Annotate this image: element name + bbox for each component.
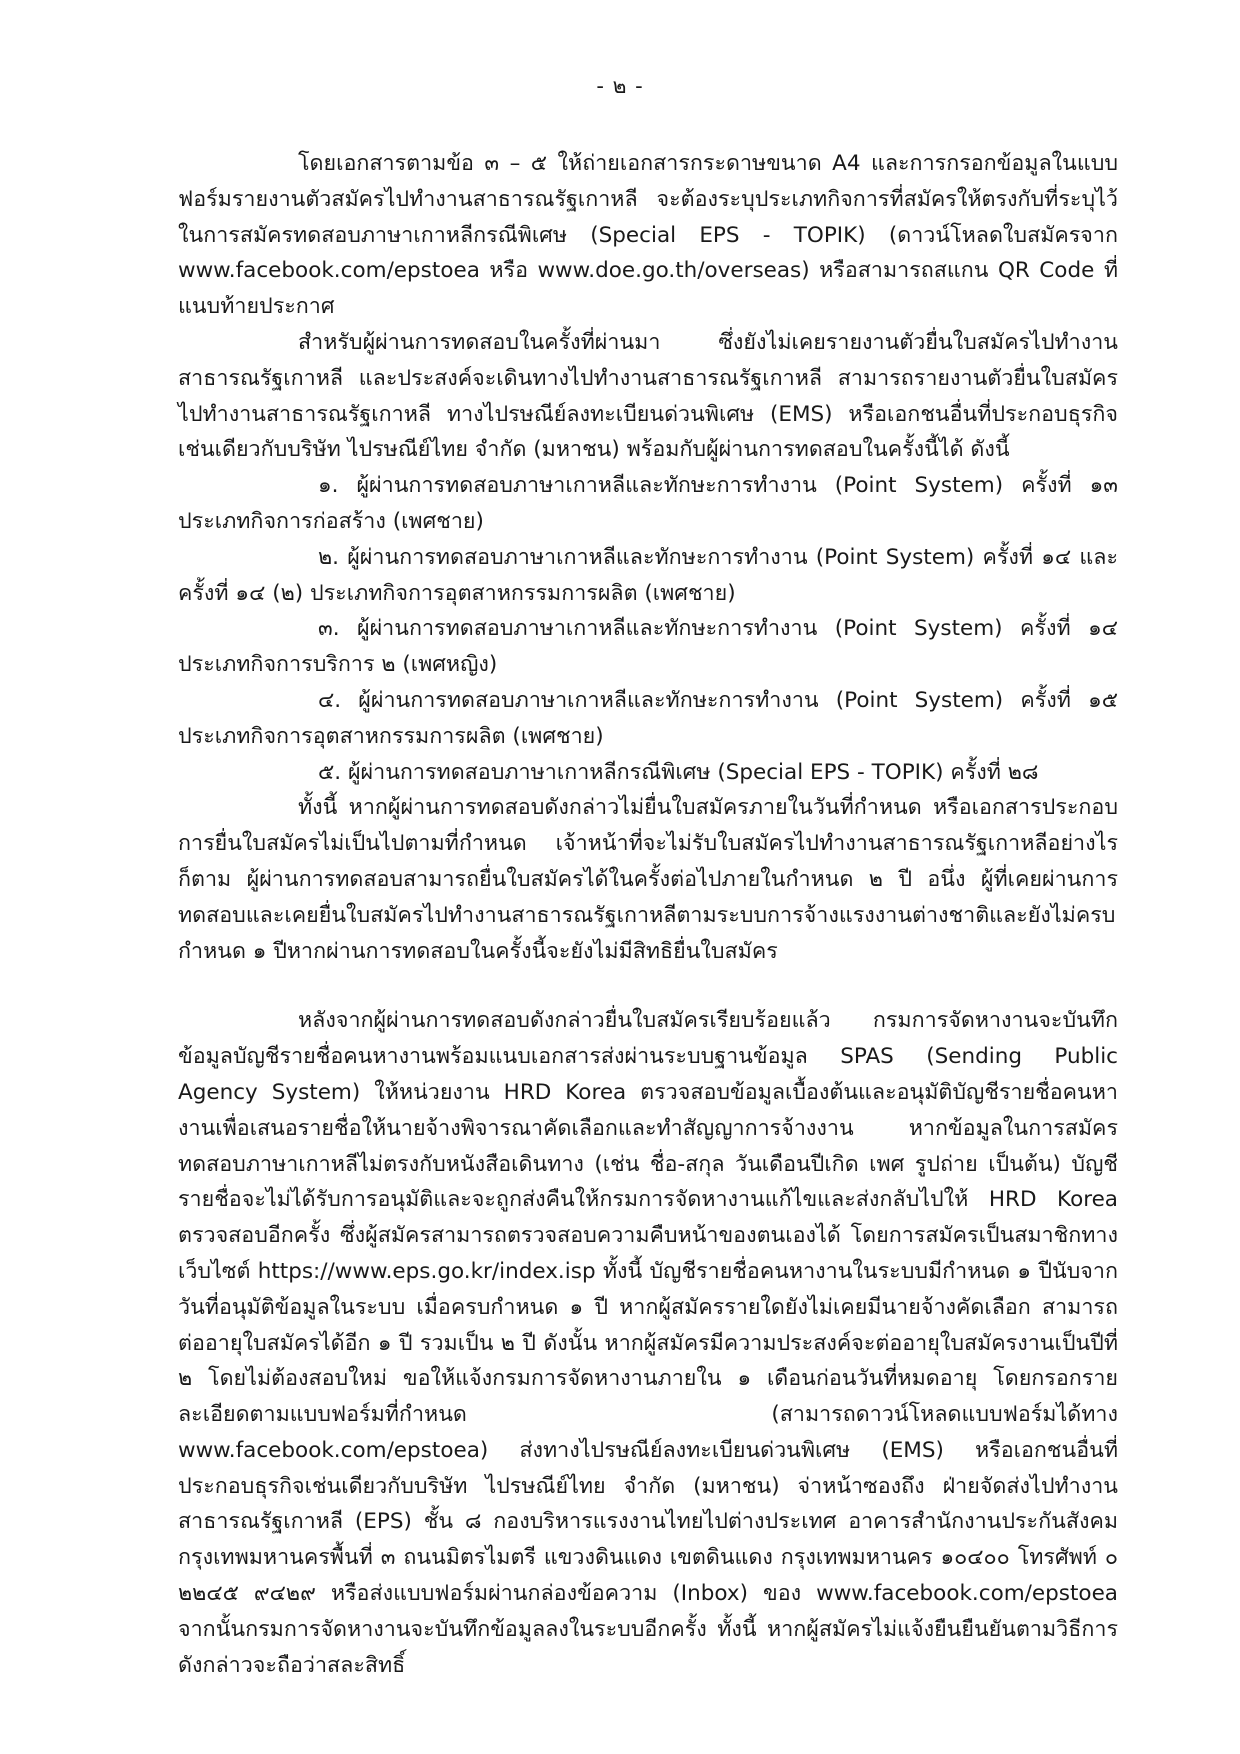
list-item: ๒. ผู้ผ่านการทดสอบภาษาเกาหลีและทักษะการทำงาน (Point System) ครั้งที่ ๑๔ และครั้งที่ ๑๔ (๒) ประเภทกิจการอุตสาหกรรมการผลิต (เพศชาย) (178, 544, 1118, 606)
list-item: ๕. ผู้ผ่านการทดสอบภาษาเกาหลีกรณีพิเศษ (Special EPS - TOPIK) ครั้งที่ ๒๘ (318, 759, 1039, 785)
paragraph-registration-process: หลังจากผู้ผ่านการทดสอบดังกล่าวยื่นใบสมัครเรียบร้อยแล้ว กรมการจัดหางานจะบันทึกข้อมูลบัญชีรายชื่อคนหางานพร้อมแนบเอกสารส่งผ่านระบบฐานข้อมูล SPAS (Sending Public Agency System) ให้หน่วยงาน HRD Korea ตรวจสอบข้อมูลเบื้องต้นและอนุมัติบัญชีรายชื่อคนหางานเพื่อเสนอรายชื่อให้นายจ้างพิจารณาคัดเลือกและทำสัญญาการจ้างงาน หากข้อมูลในการสมัครทดสอบภาษาเกาหลีไม่ตรงกับหนังสือเดินทาง (เช่น ชื่อ-สกุล วันเดือนปีเกิด เพศ รูปถ่าย เป็นต้น) บัญชีรายชื่อจะไม่ได้รับการอนุมัติและจะถูกส่งคืนให้กรมการจัดหางานแก้ไขและส่งกลับไปให้ HRD Korea ตรวจสอบอีกครั้ง ซึ่งผู้สมัครสามารถตรวจสอบความคืบหน้าของตนเองได้ โดยการสมัครเป็นสมาชิกทางเว็บไซต์ https://www.eps.go.kr/index.isp ทั้งนี้ บัญชีรายชื่อคนหางานในระบบมีกำหนด ๑ ปีนับจากวันที่อนุมัติข้อมูลในระบบ เมื่อครบกำหนด ๑ ปี หากผู้สมัครรายใดยังไม่เคยมีนายจ้างคัดเลือก สามารถต่ออายุใบสมัครได้อีก ๑ ปี รวมเป็น ๒ ปี ดังนั้น หากผู้สมัครมีความประสงค์จะต่ออายุใบสมัครงานเป็นปีที่ ๒ โดยไม่ต้องสอบใหม่ ขอให้แจ้งกรมการจัดหางานภายใน ๑ เดือนก่อนวันที่หมดอายุ โดยกรอกรายละเอียดตามแบบฟอร์มที่กำหนด (สามารถดาวน์โหลดแบบฟอร์มได้ทาง www.facebook.com/epstoea) ส่งทางไปรษณีย์ลงทะเบียนด่วนพิเศษ (EMS) หรือเอกชนอื่นที่ประกอบธุรกิจเช่นเดียวกับบริษัท ไปรษณีย์ไทย จำกัด (มหาชน) จ่าหน้าซองถึง ฝ่ายจัดส่งไปทำงานสาธารณรัฐเกาหลี (EPS) ชั้น ๘ กองบริหารแรงงานไทยไปต่างประเทศ อาคารสำนักงานประกันสังคมกรุงเทพมหานครพื้นที่ ๓ ถนนมิตรไมตรี แขวงดินแดง เขตดินแดง กรุงเทพมหานคร ๑๐๔๐๐ โทรศัพท์ ๐ ๒๒๔๕ ๙๔๒๙ หรือส่งแบบฟอร์มผ่านกล่องข้อความ (Inbox) ของ www.facebook.com/epstoea จากนั้นกรมการจัดหางานจะบันทึกข้อมูลลงในระบบอีกครั้ง ทั้งนี้ หากผู้สมัครไม่แจ้งยืนยืนยันตามวิธีการดังกล่าวจะถือว่าสละสิทธิ์ (178, 1008, 1118, 1678)
page-number: - ๒ - (596, 74, 644, 98)
list-item: ๑. ผู้ผ่านการทดสอบภาษาเกาหลีและทักษะการทำงาน (Point System) ครั้งที่ ๑๓ ประเภทกิจการก่อสร้าง (เพศชาย) (178, 473, 1118, 534)
list-item: ๔. ผู้ผ่านการทดสอบภาษาเกาหลีและทักษะการทำงาน (Point System) ครั้งที่ ๑๕ ประเภทกิจการอุตสาหกรรมการผลิต (เพศชาย) (178, 687, 1118, 749)
paragraph-conditions: ทั้งนี้ หากผู้ผ่านการทดสอบดังกล่าวไม่ยื่นใบสมัครภายในวันที่กำหนด หรือเอกสารประกอบการยื่นใบสมัครไม่เป็นไปตามที่กำหนด เจ้าหน้าที่จะไม่รับใบสมัครไปทำงานสาธารณรัฐเกาหลีอย่างไรก็ตาม ผู้ผ่านการทดสอบสามารถยื่นใบสมัครได้ในครั้งต่อไปภายในกำหนด ๒ ปี อนึ่ง ผู้ที่เคยผ่านการทดสอบและเคยยื่นใบสมัครไปทำงานสาธารณรัฐเกาหลีตามระบบการจ้างแรงงานต่างชาติและยังไม่ครบกำหนด ๑ ปีหากผ่านการทดสอบในครั้งนี้จะยังไม่มีสิทธิยื่นใบสมัคร (178, 795, 1118, 964)
list-item: ๓. ผู้ผ่านการทดสอบภาษาเกาหลีและทักษะการทำงาน (Point System) ครั้งที่ ๑๔ ประเภทกิจการบริการ ๒ (เพศหญิง) (178, 616, 1118, 678)
document-body (178, 146, 1118, 1683)
paragraph-documents-instructions: โดยเอกสารตามข้อ ๓ – ๕ ให้ถ่ายเอกสารกระดาษขนาด A4 และการกรอกข้อมูลในแบบฟอร์มรายงานตัวสมัครไปทำงานสาธารณรัฐเกาหลี จะต้องระบุประเภทกิจการที่สมัครให้ตรงกับที่ระบุไว้ในการสมัครทดสอบภาษาเกาหลีกรณีพิเศษ (Special EPS - TOPIK) (ดาวน์โหลดใบสมัครจาก www.facebook.com/epstoea หรือ www.doe.go.th/overseas) หรือสามารถสแกน QR Code ที่แนบท้ายประกาศ (178, 151, 1118, 320)
paragraph-previous-passers: สำหรับผู้ผ่านการทดสอบในครั้งที่ผ่านมา ซึ่งยังไม่เคยรายงานตัวยื่นใบสมัครไปทำงานสาธารณรัฐเกาหลี และประสงค์จะเดินทางไปทำงานสาธารณรัฐเกาหลี สามารถรายงานตัวยื่นใบสมัครไปทำงานสาธารณรัฐเกาหลี ทางไปรษณีย์ลงทะเบียนด่วนพิเศษ (EMS) หรือเอกชนอื่นที่ประกอบธุรกิจเช่นเดียวกับบริษัท ไปรษณีย์ไทย จำกัด (มหาชน) พร้อมกับผู้ผ่านการทดสอบในครั้งนี้ได้ ดังนี้ (178, 329, 1118, 463)
